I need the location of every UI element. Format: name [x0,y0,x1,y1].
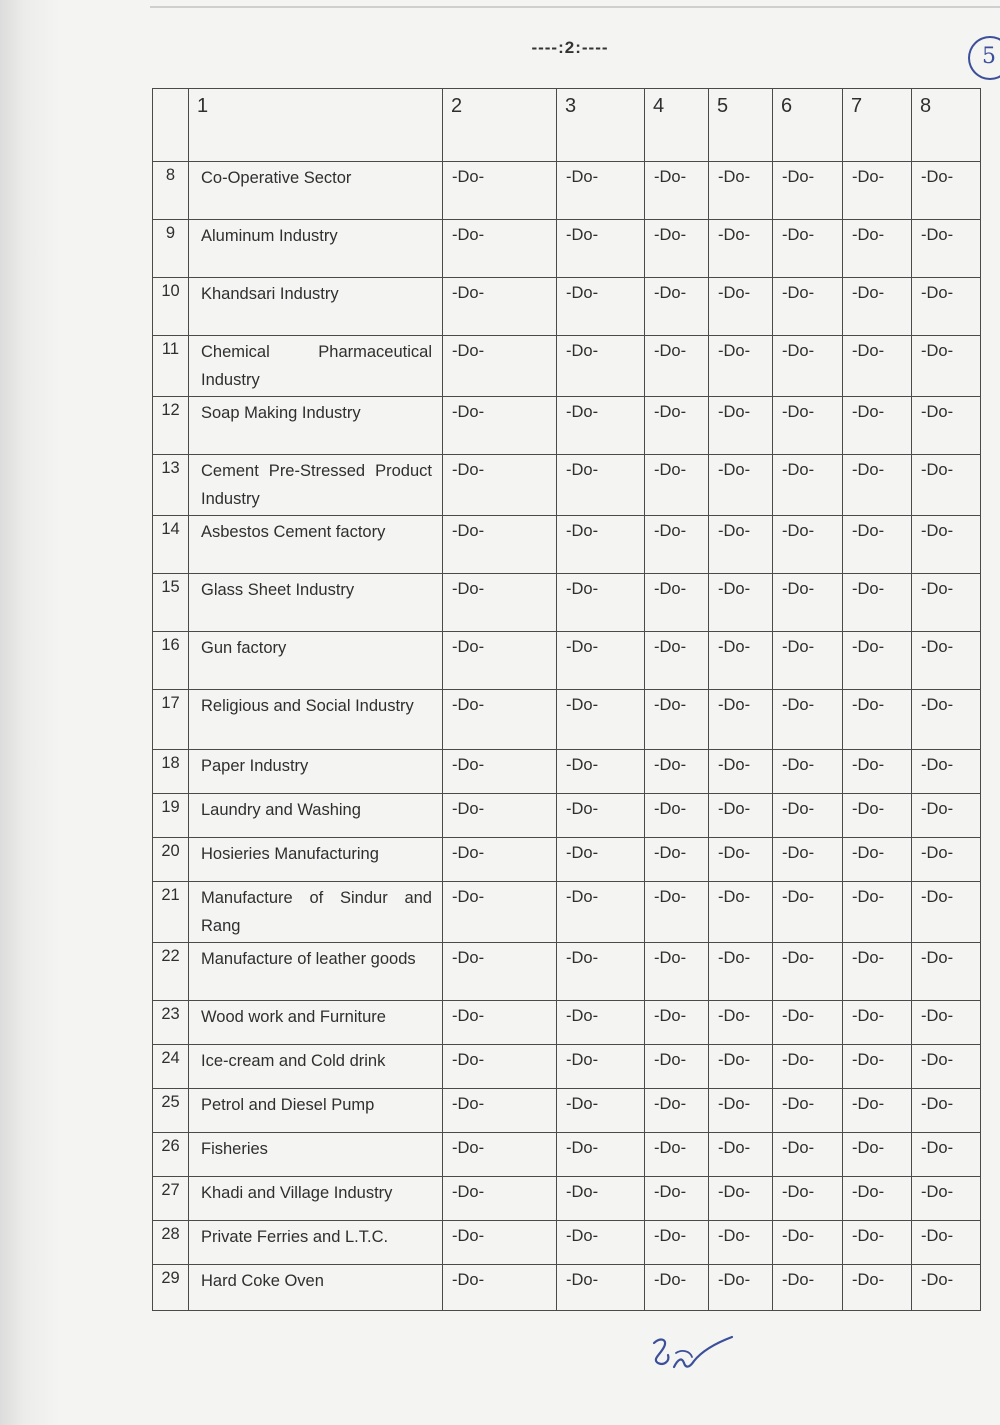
ditto-cell: -Do- [709,220,773,278]
serial-number-cell: 18 [153,750,189,794]
table-row [153,1089,981,1133]
ditto-cell: -Do- [645,882,709,943]
ditto-cell: -Do- [645,1089,709,1133]
ditto-cell: -Do- [443,690,557,750]
ditto-cell: -Do- [443,750,557,794]
header-cell: 2 [443,89,557,162]
industry-name-cell: Ice-cream and Cold drink [189,1045,443,1089]
industry-name-cell: Khandsari Industry [189,278,443,336]
ditto-cell: -Do- [443,1133,557,1177]
ditto-cell: -Do- [773,794,843,838]
industry-name-cell: Khadi and Village Industry [189,1177,443,1221]
table-row [153,750,981,794]
ditto-cell: -Do- [709,882,773,943]
ditto-cell: -Do- [843,1001,912,1045]
handwritten-page-mark: 5 [968,36,1000,80]
serial-number-cell: 15 [153,574,189,632]
ditto-cell: -Do- [912,1045,981,1089]
ditto-cell: -Do- [773,336,843,397]
serial-number-cell: 8 [153,162,189,220]
table-row [153,1001,981,1045]
ditto-cell: -Do- [773,516,843,574]
ditto-cell: -Do- [557,882,645,943]
ditto-cell: -Do- [557,690,645,750]
header-cell: 1 [189,89,443,162]
industry-name-cell: Soap Making Industry [189,397,443,455]
ditto-cell: -Do- [443,397,557,455]
ditto-cell: -Do- [709,1133,773,1177]
ditto-cell: -Do- [773,1265,843,1311]
header-cell: 6 [773,89,843,162]
ditto-cell: -Do- [645,632,709,690]
ditto-cell: -Do- [709,336,773,397]
industry-name-cell: Wood work and Furniture [189,1001,443,1045]
ditto-cell: -Do- [645,690,709,750]
serial-number-cell: 23 [153,1001,189,1045]
ditto-cell: -Do- [443,1177,557,1221]
serial-number-cell: 13 [153,455,189,516]
ditto-cell: -Do- [912,632,981,690]
ditto-cell: -Do- [773,943,843,1001]
ditto-cell: -Do- [709,794,773,838]
ditto-cell: -Do- [557,1177,645,1221]
ditto-cell: -Do- [773,690,843,750]
ditto-cell: -Do- [645,455,709,516]
ditto-cell: -Do- [709,455,773,516]
ditto-cell: -Do- [557,1265,645,1311]
table-row [153,838,981,882]
ditto-cell: -Do- [645,397,709,455]
ditto-cell: -Do- [557,1221,645,1265]
ditto-cell: -Do- [645,1177,709,1221]
table-row [153,794,981,838]
ditto-cell: -Do- [912,690,981,750]
ditto-cell: -Do- [773,220,843,278]
ditto-cell: -Do- [912,1001,981,1045]
ditto-cell: -Do- [443,278,557,336]
ditto-cell: -Do- [709,943,773,1001]
ditto-cell: -Do- [557,220,645,278]
serial-number-cell: 21 [153,882,189,943]
ditto-cell: -Do- [912,397,981,455]
table-row [153,1177,981,1221]
serial-number-cell: 16 [153,632,189,690]
ditto-cell: -Do- [557,1045,645,1089]
ditto-cell: -Do- [773,1133,843,1177]
ditto-cell: -Do- [843,750,912,794]
ditto-cell: -Do- [645,336,709,397]
ditto-cell: -Do- [843,397,912,455]
handwritten-signature [646,1333,738,1381]
ditto-cell: -Do- [557,943,645,1001]
ditto-cell: -Do- [773,1221,843,1265]
serial-number-cell: 22 [153,943,189,1001]
ditto-cell: -Do- [645,1265,709,1311]
ditto-cell: -Do- [443,574,557,632]
serial-number-cell: 26 [153,1133,189,1177]
ditto-cell: -Do- [912,574,981,632]
ditto-cell: -Do- [912,220,981,278]
ditto-cell: -Do- [843,943,912,1001]
page-edge-shadow [0,0,60,1425]
ditto-cell: -Do- [709,838,773,882]
ditto-cell: -Do- [843,336,912,397]
ditto-cell: -Do- [443,794,557,838]
ditto-cell: -Do- [843,278,912,336]
ditto-cell: -Do- [557,336,645,397]
ditto-cell: -Do- [773,750,843,794]
ditto-cell: -Do- [557,397,645,455]
industry-name-cell: Paper Industry [189,750,443,794]
ditto-cell: -Do- [557,838,645,882]
table-row [153,632,981,690]
page-number: ----:2:---- [531,38,609,57]
ditto-cell: -Do- [912,1177,981,1221]
ditto-cell: -Do- [645,794,709,838]
serial-number-cell: 10 [153,278,189,336]
ditto-cell: -Do- [443,632,557,690]
ditto-cell: -Do- [912,1133,981,1177]
serial-number-cell: 14 [153,516,189,574]
table-row [153,943,981,1001]
ditto-cell: -Do- [843,882,912,943]
ditto-cell: -Do- [773,882,843,943]
ditto-cell: -Do- [709,1265,773,1311]
ditto-cell: -Do- [557,455,645,516]
ditto-cell: -Do- [773,162,843,220]
ditto-cell: -Do- [773,1177,843,1221]
ditto-cell: -Do- [557,1001,645,1045]
ditto-cell: -Do- [443,1089,557,1133]
ditto-cell: -Do- [843,1089,912,1133]
ditto-cell: -Do- [557,1133,645,1177]
ditto-cell: -Do- [843,516,912,574]
serial-number-cell: 19 [153,794,189,838]
top-edge-line [150,6,1000,8]
ditto-cell: -Do- [912,1221,981,1265]
ditto-cell: -Do- [912,750,981,794]
serial-number-cell: 25 [153,1089,189,1133]
ditto-cell: -Do- [912,455,981,516]
industry-name-cell: Manufacture of Sindur and Rang [189,882,443,943]
industry-name-cell: Petrol and Diesel Pump [189,1089,443,1133]
ditto-cell: -Do- [843,574,912,632]
ditto-cell: -Do- [645,220,709,278]
ditto-cell: -Do- [912,943,981,1001]
ditto-cell: -Do- [645,838,709,882]
ditto-cell: -Do- [912,1265,981,1311]
ditto-cell: -Do- [773,1089,843,1133]
serial-number-cell: 27 [153,1177,189,1221]
ditto-cell: -Do- [773,1045,843,1089]
ditto-cell: -Do- [443,943,557,1001]
ditto-cell: -Do- [843,1265,912,1311]
ditto-cell: -Do- [557,632,645,690]
ditto-cell: -Do- [843,632,912,690]
ditto-cell: -Do- [709,1001,773,1045]
header-cell: 5 [709,89,773,162]
ditto-cell: -Do- [843,1133,912,1177]
ditto-cell: -Do- [843,838,912,882]
ditto-cell: -Do- [912,278,981,336]
ditto-cell: -Do- [443,882,557,943]
table-row [153,1265,981,1311]
serial-number-cell: 29 [153,1265,189,1311]
ditto-cell: -Do- [773,278,843,336]
table-row [153,162,981,220]
ditto-cell: -Do- [557,278,645,336]
industry-name-cell: Fisheries [189,1133,443,1177]
ditto-cell: -Do- [912,794,981,838]
industry-name-cell: Private Ferries and L.T.C. [189,1221,443,1265]
header-cell: 4 [645,89,709,162]
ditto-cell: -Do- [843,690,912,750]
header-cell [153,89,189,162]
ditto-cell: -Do- [443,336,557,397]
ditto-cell: -Do- [912,516,981,574]
ditto-cell: -Do- [843,1221,912,1265]
industry-name-cell: Hard Coke Oven [189,1265,443,1311]
ditto-cell: -Do- [773,1001,843,1045]
ditto-cell: -Do- [709,690,773,750]
serial-number-cell: 11 [153,336,189,397]
ditto-cell: -Do- [843,455,912,516]
industry-name-cell: Religious and Social Industry [189,690,443,750]
ditto-cell: -Do- [912,162,981,220]
ditto-cell: -Do- [709,397,773,455]
serial-number-cell: 20 [153,838,189,882]
ditto-cell: -Do- [645,162,709,220]
ditto-cell: -Do- [443,162,557,220]
table-row [153,690,981,750]
serial-number-cell: 28 [153,1221,189,1265]
header-cell: 8 [912,89,981,162]
ditto-cell: -Do- [557,574,645,632]
ditto-cell: -Do- [557,516,645,574]
ditto-cell: -Do- [443,1045,557,1089]
table-row [153,1221,981,1265]
ditto-cell: -Do- [645,1001,709,1045]
ditto-cell: -Do- [843,1177,912,1221]
ditto-cell: -Do- [912,336,981,397]
table-row [153,516,981,574]
ditto-cell: -Do- [443,1221,557,1265]
ditto-cell: -Do- [709,632,773,690]
ditto-cell: -Do- [843,1045,912,1089]
ditto-cell: -Do- [557,162,645,220]
ditto-cell: -Do- [645,278,709,336]
ditto-cell: -Do- [709,516,773,574]
table-row [153,455,981,516]
ditto-cell: -Do- [443,1001,557,1045]
ditto-cell: -Do- [645,943,709,1001]
ditto-cell: -Do- [912,838,981,882]
table-row [153,278,981,336]
industry-name-cell: Chemical Pharmaceutical Industry [189,336,443,397]
ditto-cell: -Do- [709,162,773,220]
ditto-cell: -Do- [709,1089,773,1133]
ditto-cell: -Do- [709,1177,773,1221]
table-row [153,574,981,632]
serial-number-cell: 17 [153,690,189,750]
ditto-cell: -Do- [443,838,557,882]
table-row [153,1133,981,1177]
industry-name-cell: Co-Operative Sector [189,162,443,220]
ditto-cell: -Do- [773,455,843,516]
ditto-cell: -Do- [773,838,843,882]
ditto-cell: -Do- [443,516,557,574]
industry-name-cell: Cement Pre-Stressed Product Industry [189,455,443,516]
ditto-cell: -Do- [557,1089,645,1133]
ditto-cell: -Do- [443,1265,557,1311]
ditto-cell: -Do- [843,794,912,838]
industry-table [152,88,981,1311]
ditto-cell: -Do- [912,1089,981,1133]
table-row [153,882,981,943]
table-row [153,336,981,397]
ditto-cell: -Do- [645,1221,709,1265]
industry-name-cell: Hosieries Manufacturing [189,838,443,882]
header-cell: 3 [557,89,645,162]
ditto-cell: -Do- [645,1045,709,1089]
ditto-cell: -Do- [645,574,709,632]
serial-number-cell: 24 [153,1045,189,1089]
serial-number-cell: 12 [153,397,189,455]
ditto-cell: -Do- [645,516,709,574]
ditto-cell: -Do- [709,574,773,632]
ditto-cell: -Do- [773,632,843,690]
ditto-cell: -Do- [773,574,843,632]
ditto-cell: -Do- [843,220,912,278]
table-row [153,1045,981,1089]
table-row [153,220,981,278]
ditto-cell: -Do- [709,278,773,336]
ditto-cell: -Do- [843,162,912,220]
ditto-cell: -Do- [709,1045,773,1089]
serial-number-cell: 9 [153,220,189,278]
industry-name-cell: Glass Sheet Industry [189,574,443,632]
ditto-cell: -Do- [912,882,981,943]
header-cell: 7 [843,89,912,162]
ditto-cell: -Do- [709,750,773,794]
ditto-cell: -Do- [443,455,557,516]
industry-name-cell: Manufacture of leather goods [189,943,443,1001]
table-row [153,397,981,455]
header-row [153,89,981,162]
industry-name-cell: Gun factory [189,632,443,690]
industry-name-cell: Laundry and Washing [189,794,443,838]
ditto-cell: -Do- [645,750,709,794]
ditto-cell: -Do- [443,220,557,278]
ditto-cell: -Do- [773,397,843,455]
industry-name-cell: Asbestos Cement factory [189,516,443,574]
industry-name-cell: Aluminum Industry [189,220,443,278]
ditto-cell: -Do- [709,1221,773,1265]
ditto-cell: -Do- [557,794,645,838]
ditto-cell: -Do- [557,750,645,794]
ditto-cell: -Do- [645,1133,709,1177]
